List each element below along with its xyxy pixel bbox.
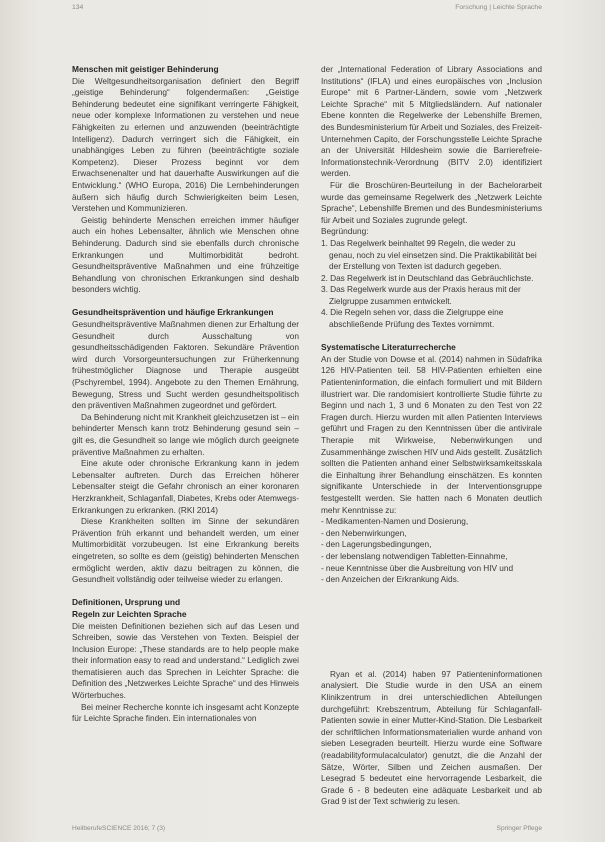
bullet-list: [321, 516, 542, 586]
section-heading-line: Definitionen, Ursprung und: [72, 597, 181, 608]
paragraph: Bei meiner Recherche konnte ich insgesamt acht Konzepte für Leichte Sprache finden. Ein internationales von: [72, 701, 299, 724]
paragraph: An der Studie von Dowse et al. (2014) nahmen in Südafrika 126 HIV-Patienten teil. 58 HIV-Patienten erhielten eine Patienteninformation, die einfach formuliert und mit Bildern illustriert war. Die randomisiert kontrollierte Studie führte zu Beginn und nach 1, 3 und 6 Monaten zu den Test von 22 Fragen durch. Hierzu wurden mit allen Patienten Interviews geführt und Fragen zu den Kenntnissen über die antivirale Therapie mit Wirkweise, Nebenwirkungen und Zusammenhänge zwischen HIV und Aids gestellt. Zusätzlich sollten die Patienten anhand einer Selbstwirksamkeitsskala die Einhaltung ihrer Behandlung einschätzen. Es konnten signifikante Unterschiede in der Interventionsgruppe festgestellt werden. Sie hatten nach 6 Monaten deutlich mehr Kenntnisse zu:: [321, 353, 542, 515]
running-header: [72, 3, 542, 13]
running-footer: [72, 824, 542, 834]
list-item: - neue Kenntnisse über die Ausbreitung von HIV und: [321, 562, 514, 573]
page-number: 134: [72, 4, 84, 11]
paragraph: Da Behinderung nicht mit Krankheit gleichzusetzen ist – ein behinderter Mensch kann trotz Behinderung gesund sein – gilt es, die Gesundheit so lange wie möglich durch geeignete präventive Maßnahmen zu erhalten.: [72, 411, 299, 457]
section-heading-line: Regeln zur Leichten Sprache: [72, 608, 187, 619]
list-item: - den Nebenwirkungen,: [321, 527, 407, 538]
section-heading: Gesundheitsprävention und häufige Erkrankungen: [72, 307, 274, 318]
right-column-top: [321, 64, 542, 586]
left-column: [72, 64, 299, 808]
section-intellectual-disability: [72, 64, 299, 296]
paragraph: der „International Federation of Library Associations and Institutions“ (IFLA) und eines europäisches von „Inclusion Europe“ mit 6 Partner-Ländern, sowie vom „Netzwerk Leichte Sprache“ mit 5 Mitgliedsländern. Auf nationaler Ebene konnten die Regelwerke der Lebenshilfe Bremen, des Bundesministerium für Arbeit und Soziales, des Freizeit-Unternehmen Capito, der Forschungsstelle Leichte Sprache an der Universität Hildesheim sowie die Barrierefreie-Informationstechnik-Verordnung (BITV 2.0) identifiziert werden.: [321, 64, 542, 179]
paragraph: Gesundheitspräventive Maßnahmen dienen zur Erhaltung der Gesundheit durch Ausschaltung von gesundheitsschädigenden Faktoren. Sekundäre Prävention wird durch Vorsorgeuntersuchungen zur Früherkennung frühestmöglicher Diagnose und Therapie ausgeübt (Pschyrembel, 1994). Angebote zu den Themen Ernährung, Bewegung, Stress und Sucht werden gesundheitspolitisch den präventiven Maßnahmen zugeordnet und gefördert.: [72, 319, 299, 411]
section-definitions: [72, 597, 299, 725]
section-literature-review: [321, 342, 542, 585]
running-title: Forschung | Leichte Sprache: [455, 4, 542, 11]
section-health-prevention: [72, 307, 299, 585]
list-item: 2. Das Regelwerk ist in Deutschland das Gebräuchlichste.: [321, 272, 534, 283]
list-item: - Medikamenten-Namen und Dosierung,: [321, 516, 469, 527]
paragraph: Diese Krankheiten sollten im Sinne der sekundären Prävention früh erkannt und behandelt werden, um einer Multimorbidität vorzubeugen. Ist eine Erkrankung bereits eingetreten, so sollte es dem (geistig) behinderten Menschen ermöglicht werden, aktiv dazu beitragen zu können, die Gesundheit vollständig oder teilweise wieder zu erlangen.: [72, 516, 299, 585]
list-item: 1. Das Regelwerk beinhaltet 99 Regeln, die weder zu genau, noch zu viel einsetzen sind. Die Praktikabilität bei der Erstellung von Texten ist dadurch gegeben.: [321, 237, 537, 272]
publisher-label: Springer Pflege: [496, 825, 542, 832]
right-column: [321, 64, 542, 808]
section-heading: [72, 597, 299, 620]
paragraph: Geistig behinderte Menschen erreichen immer häufiger auch ein hohes Lebensalter, ähnlich wie Menschen ohne Behinderung. Dadurch sind sie ebenfalls durch chronische Erkrankungen und Multimorbidität bedroht. Gesundheitspräventive Maßnahmen und eine frühzeitige Behandlung von chronischen Erkrankungen sind deshalb besonders wichtig.: [72, 214, 299, 295]
rationale-list: [321, 238, 542, 331]
list-item: - der lebenslang notwendigen Tabletten-Einnahme,: [321, 550, 508, 561]
rationale-label: Begründung:: [321, 226, 369, 237]
section-heading: Menschen mit geistiger Behinderung: [72, 64, 219, 74]
section-heading: Systematische Literaturrecherche: [321, 342, 456, 353]
paragraph: Ryan et al. (2014) haben 97 Patienteninformationen analysiert. Die Studie wurde in den USA an einem Klinikzentrum in drei unterschiedlichen Abteilungen durchgeführt: Krebszentrum, Abteilung für Schlaganfall-Patienten sowie in einer Mutter-Kind-Station. Die Lesbarkeit der schriftlichen Informationsmaterialien wurde anhand von sieben Lesegraden beurteilt. Hierzu wurde eine Software (readabilityformulacalculator) genutzt, die die Anzahl der Sätze, Wörter, Silben und Zeichen ausmaßen. Der Lesegrad 5 bedeutet eine hervorragende Lesbarkeit, die Grade 6 - 8 bedeuten eine adäquate Lesbarkeit und ab Grad 9 ist der Text schwierig zu lesen.: [321, 668, 542, 807]
paragraph: Eine akute oder chronische Erkrankung kann in jedem Lebensalter auftreten. Durch das Erreichen höherer Lebensalter steigt die Gefahr chronisch an einer koronaren Herzkrankheit, Schlaganfall, Diabetes, Krebs oder Atemwegs-Erkrankungen zu erkranken. (RKI 2014): [72, 458, 299, 515]
list-item: - den Lagerungsbedingungen,: [321, 539, 432, 550]
paragraph: Die Weltgesundheitsorganisation definiert den Begriff „geistige Behinderung“ folgendermaßen: „Geistige Behinderung bedeutet eine signifikant verringerte Fähigkeit, neue oder komplexe Informationen zu verstehen und neue Fähigkeiten zu erlernen und anzuwenden (beeinträchtigte Intelligenz). Dadurch verringert sich die Fähigkeit, ein unabhängiges Leben zu führen (beeinträchtigte soziale Kompetenz). Dieser Prozess beginnt vor dem Erwachsenenalter und hat dauerhafte Auswirkungen auf die Entwicklung.“ (WHO Europa, 2016) Die Lernbehinderungen äußern sich häufig durch Schwierigkeiten beim Lesen, Verstehen und Kommunizieren.: [72, 75, 299, 214]
paragraph: Für die Broschüren-Beurteilung in der Bachelorarbeit wurde das gemeinsame Regelwerk des „Netzwerk Leichte Sprache“, Lebenshilfe Bremen und des Bundesministeriums für Arbeit und Soziales zugrunde gelegt.: [321, 179, 542, 225]
list-item: 4. Die Regeln sehen vor, dass die Zielgruppe eine abschließende Prüfung des Textes vornimmt.: [321, 307, 504, 330]
list-item: 3. Das Regelwerk wurde aus der Praxis heraus mit der Zielgruppe zusammen entwickelt.: [321, 284, 521, 306]
list-item: - den Anzeichen der Erkrankung Aids.: [321, 574, 460, 585]
paragraph: Die meisten Definitionen beziehen sich auf das Lesen und Schreiben, sowie das Verstehen von Texten. Beispiel der Inclusion Europe: „These standards are to help people make their information easy to read and understand.“ Lediglich zwei thematisieren auch das Sprechen in Leichter Sprache: die Definition des „Netzwerkes Leichte Sprache“ und des Hinweis Wörterbuches.: [72, 620, 299, 701]
journal-citation: HeilberufeSCIENCE 2016; 7 (3): [72, 825, 166, 832]
